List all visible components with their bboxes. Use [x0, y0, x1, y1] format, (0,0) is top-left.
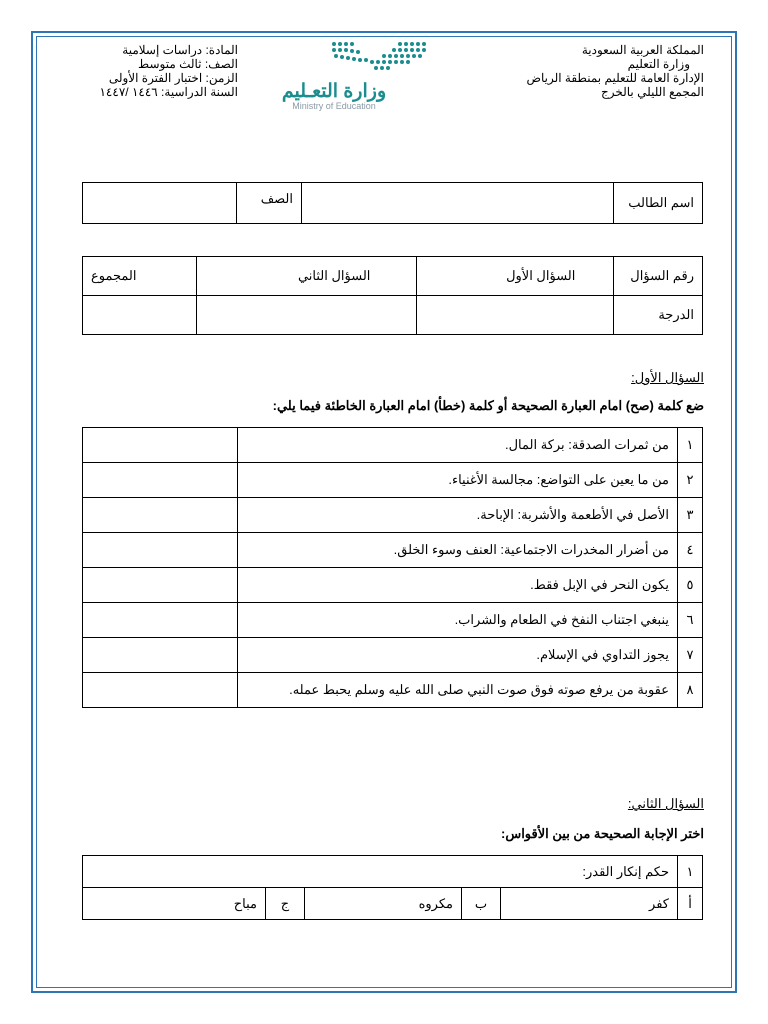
q2-question-text: حكم إنكار القدر:	[83, 856, 678, 888]
class-field[interactable]	[83, 183, 237, 224]
table-row	[83, 498, 703, 533]
q1-item-number: ٢	[678, 463, 703, 498]
q1-answer-cell[interactable]	[83, 638, 238, 673]
student-info-table	[82, 182, 703, 224]
q2-title: السؤال الثاني:	[627, 796, 704, 811]
q1-item-number: ٧	[678, 638, 703, 673]
q1-answer-cell[interactable]	[83, 498, 238, 533]
q2-instruction: اختر الإجابة الصحيحة من بين الأقواس:	[501, 826, 704, 841]
class-label: الصف	[237, 183, 302, 224]
table-row	[83, 603, 703, 638]
logo-arabic-text: وزارة التعـليم	[281, 81, 387, 102]
q1-item-text: من أضرار المخدرات الاجتماعية: العنف وسوء الخلق.	[238, 533, 678, 568]
q1-item-number: ١	[678, 428, 703, 463]
student-name-label: اسم الطالب	[614, 183, 703, 224]
header-exam-info	[84, 43, 238, 99]
table-row	[83, 568, 703, 603]
q1-item-number: ٣	[678, 498, 703, 533]
table-row	[83, 638, 703, 673]
option-b-text[interactable]: مكروه	[305, 888, 462, 920]
q1-answer-cell[interactable]	[83, 428, 238, 463]
option-a-text[interactable]: كفر	[501, 888, 678, 920]
exam-grade: الصف: ثالث متوسط	[138, 57, 238, 71]
grades-header-total: المجموع	[83, 257, 197, 296]
option-c-text[interactable]: مباح	[83, 888, 266, 920]
exam-time: الزمن: اختبار الفترة الأولى	[108, 71, 238, 85]
option-c-letter: ج	[266, 888, 305, 920]
header-directorate: الإدارة العامة للتعليم بمنطقة الرياض	[526, 71, 704, 85]
grades-header-q2: السؤال الثاني	[197, 257, 417, 296]
exam-subject: المادة: دراسات إسلامية	[122, 43, 238, 57]
q1-answer-cell[interactable]	[83, 533, 238, 568]
q1-item-text: الأصل في الأطعمة والأشربة: الإباحة.	[238, 498, 678, 533]
q1-answer-cell[interactable]	[83, 603, 238, 638]
table-row	[83, 888, 703, 920]
q1-item-text: من ثمرات الصدقة: بركة المال.	[238, 428, 678, 463]
header-school: المجمع الليلي بالخرج	[601, 85, 704, 99]
logo-english-text: Ministry of Education	[292, 101, 376, 111]
q1-item-text: ينبغي اجتناب النفخ في الطعام والشراب.	[238, 603, 678, 638]
q1-item-number: ٤	[678, 533, 703, 568]
q1-table	[82, 427, 703, 708]
table-row	[83, 428, 703, 463]
header-ministry: وزارة التعليم	[627, 57, 690, 71]
q1-title: السؤال الأول:	[631, 370, 704, 385]
q1-item-number: ٥	[678, 568, 703, 603]
student-name-field[interactable]	[302, 183, 614, 224]
q1-answer-cell[interactable]	[83, 673, 238, 708]
q1-item-text: عقوبة من يرفع صوته فوق صوت النبي صلى الله عليه وسلم يحبط عمله.	[238, 673, 678, 708]
grade-q1-cell[interactable]	[417, 296, 614, 335]
q1-answer-cell[interactable]	[83, 568, 238, 603]
q1-item-number: ٨	[678, 673, 703, 708]
option-b-letter: ب	[462, 888, 501, 920]
grades-row-label: الدرجة	[614, 296, 703, 335]
q2-item-number: ١	[678, 856, 703, 888]
table-row	[83, 463, 703, 498]
exam-year: السنة الدراسية: ١٤٤٦ /١٤٤٧	[99, 85, 238, 99]
q2-table	[82, 855, 703, 920]
ministry-logo	[280, 40, 440, 116]
header-institution	[464, 43, 704, 99]
option-a-letter: أ	[678, 888, 703, 920]
q1-item-text: يكون النحر في الإبل فقط.	[238, 568, 678, 603]
table-row	[83, 673, 703, 708]
grades-header-question-number: رقم السؤال	[614, 257, 703, 296]
header-country: المملكة العربية السعودية	[581, 43, 704, 57]
table-row	[83, 856, 703, 888]
q1-item-text: يجوز التداوي في الإسلام.	[238, 638, 678, 673]
grade-total-cell[interactable]	[83, 296, 197, 335]
logo-dots-icon	[280, 40, 440, 80]
grade-q2-cell[interactable]	[197, 296, 417, 335]
grades-header-q1: السؤال الأول	[417, 257, 614, 296]
q1-item-text: من ما يعين على التواضع: مجالسة الأغنياء.	[238, 463, 678, 498]
grades-table	[82, 256, 703, 335]
q1-answer-cell[interactable]	[83, 463, 238, 498]
q1-instruction: ضع كلمة (صح) امام العبارة الصحيحة أو كلمة (خطأ) امام العبارة الخاطئة فيما يلي:	[272, 398, 704, 413]
q1-item-number: ٦	[678, 603, 703, 638]
table-row	[83, 533, 703, 568]
